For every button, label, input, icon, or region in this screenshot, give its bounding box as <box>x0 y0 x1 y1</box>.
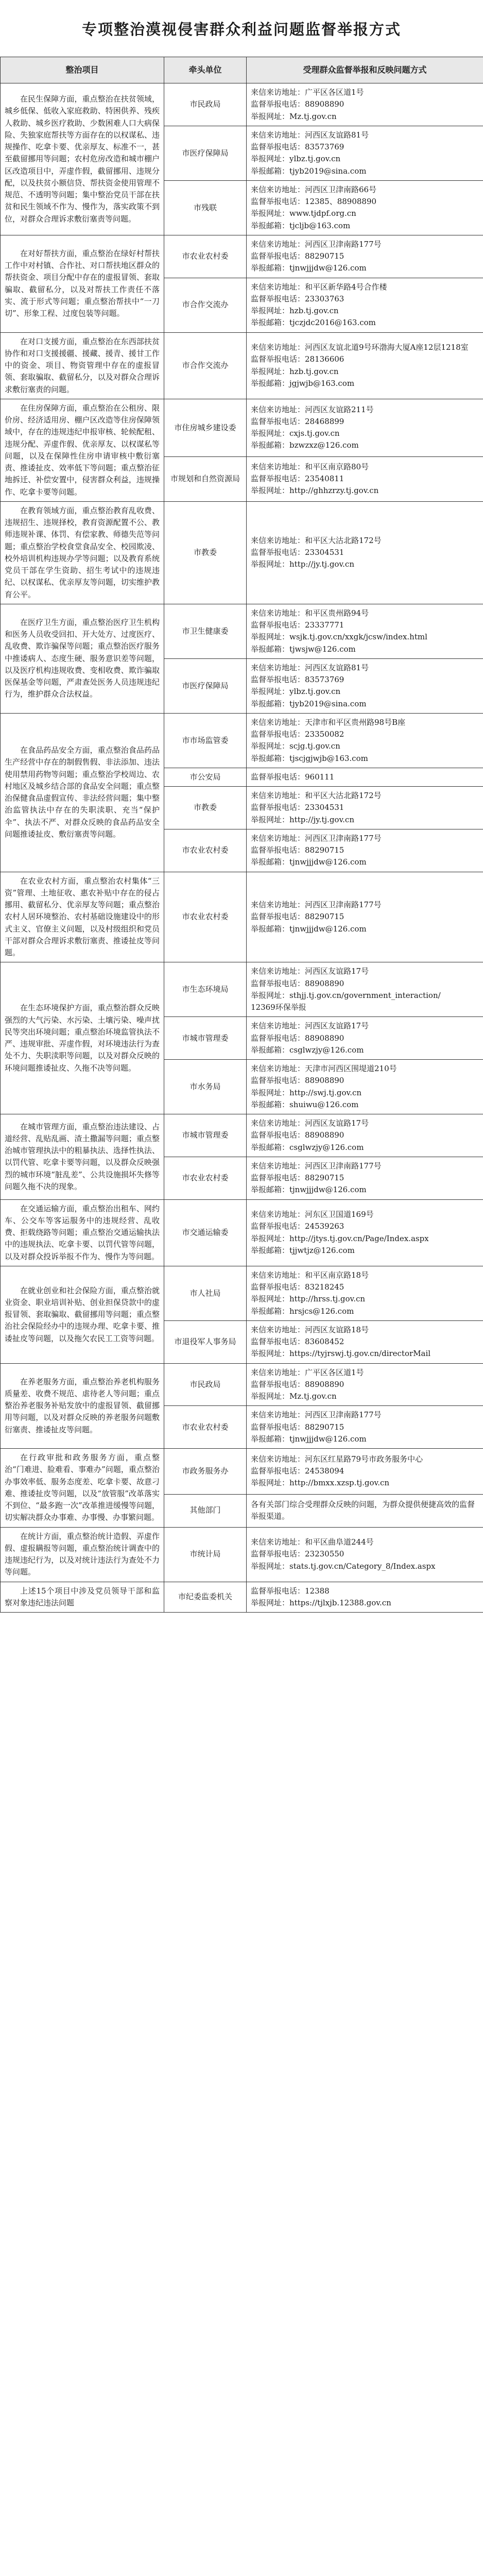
lead-unit: 市规划和自然资源局 <box>164 456 247 501</box>
project-description: 在城市管理方面，重点整治违法建设、占道经营、乱贴乱画、渣土撒漏等问题；重点整治城市管理执法中的粗暴执法、选择性执法、以罚代管、吃拿卡要等问题，以及群众反映强烈的城市环境“脏乱差”、公共设施损坏失修等问题久拖不决的现象。 <box>1 1114 164 1200</box>
contact-line: 举报邮箱：bzwzxz@126.com <box>251 440 359 450</box>
table-row <box>1 713 483 768</box>
contact-methods <box>247 278 483 332</box>
contact-methods <box>247 768 483 786</box>
lead-unit: 市人社局 <box>164 1266 247 1320</box>
contact-line: 监督举报电话：88290715 <box>251 1173 344 1182</box>
contact-line: 举报网址：stats.tj.gov.cn/Category_8/Index.aspx <box>251 1561 436 1571</box>
contact-line: 举报邮箱：shuiwu@126.com <box>251 1099 359 1109</box>
contact-line: 举报邮箱：tjwsjw@126.com <box>251 644 356 654</box>
contact-line: 来信来访地址：天津市河西区围堤道210号 <box>251 1064 397 1073</box>
contact-line: 举报网址：Mz.tj.gov.cn <box>251 1392 337 1401</box>
lead-unit: 市公安局 <box>164 768 247 786</box>
contact-methods <box>247 235 483 278</box>
contact-line: 监督举报电话：88290715 <box>251 912 344 922</box>
contact-line: 举报邮箱：csglwzjy@126.com <box>251 1045 364 1055</box>
contact-line: 监督举报电话：23304531 <box>251 548 344 557</box>
contact-line: 举报网址：http://ghhzrzy.tj.gov.cn <box>251 486 379 496</box>
project-description: 在对好帮扶方面，重点整治在绿好村帮扶工作中对村镇、合作社、对口帮扶地区群众的帮扶资金、项目分配中存在的虚报冒领、套取骗取、截留私分，以及对帮扶工作责任不落实、流于形式等问题；重点整治帮扶中“一刀切”、形象工程、过度包装等问题。 <box>1 235 164 332</box>
contact-line: 监督举报电话：83573769 <box>251 675 344 684</box>
report-table <box>0 57 483 1613</box>
contact-line: 来信来访地址：广平区各区道1号 <box>251 1367 364 1377</box>
contact-line: 监督举报电话：88908890 <box>251 1076 344 1086</box>
contact-methods <box>247 1266 483 1320</box>
contact-line: 举报网址：cxjs.tj.gov.cn <box>251 429 340 438</box>
contact-line: 监督举报电话：88908890 <box>251 1379 344 1389</box>
table-body <box>1 83 483 1613</box>
contact-line: 监督举报电话：88908890 <box>251 1130 344 1140</box>
contact-line: 举报网址：http://jtys.tj.gov.cn/Page/Index.aspx <box>251 1233 429 1243</box>
project-description: 在食品药品安全方面，重点整治食品药品生产经营中存在的制假售假、非法添加、违法使用禁用药物等问题；重点整治学校周边、农村地区及城乡结合部的食品安全问题；重点整治保健食品虚假宣传、非法经营问题；集中整治监管执法中存在的失职渎职、充当“保护伞”、执法不严、对群众反映的食品药品安全问题推诿扯皮、敷衍塞责等问题。 <box>1 713 164 872</box>
contact-line: 监督举报电话：12385、88908890 <box>251 197 377 206</box>
contact-line: 举报网址：ylbz.tj.gov.cn <box>251 687 341 697</box>
contact-line: 监督举报电话：83573769 <box>251 142 344 151</box>
contact-line: 来信来访地址：河西区友谊路81号 <box>251 130 369 140</box>
contact-line: 来信来访地址：和平区大沽北路172号 <box>251 791 382 800</box>
contact-line: 来信来访地址：河西区友谊路17号 <box>251 1118 369 1128</box>
page-title: 专项整治漠视侵害群众利益问题监督举报方式 <box>81 20 401 38</box>
contact-line: 来信来访地址：河西区友谊路17号 <box>251 967 369 976</box>
contact-methods <box>247 1494 483 1527</box>
lead-unit: 市纪委监委机关 <box>164 1582 247 1613</box>
contact-line: 各有关部门综合受理群众反映的问题，为群众提供便捷高效的监督举报渠道。 <box>251 1499 475 1521</box>
contact-methods <box>247 1017 483 1060</box>
contact-line: 举报邮箱：tjyb2019@sina.com <box>251 699 367 708</box>
contact-line: 举报邮箱：tjnwjjjdw@126.com <box>251 924 367 934</box>
project-description: 在行政审批和政务服务方面，重点整治“门难进、脸难看、事难办”问题，重点整治办事效率低、服务态度差、吃拿卡要、故意刁难、推诿扯皮等问题，以及“放管服”改革落实不到位、“最多跑一次”改革推进缓慢等问题，切实解决群众办事难、办事慢、办事繁问题。 <box>1 1449 164 1528</box>
contact-methods <box>247 1060 483 1114</box>
contact-line: 举报邮箱：tjczjdc2016@163.com <box>251 318 376 328</box>
lead-unit: 市交通运输委 <box>164 1199 247 1266</box>
contact-line: 举报邮箱：tjnwjjjdw@126.com <box>251 1185 367 1195</box>
project-description: 在民生保障方面，重点整治在扶贫领域，城乡低保、低收入家庭救助、特困供养、残疾人救助、城乡医疗救助、少数困难人口大病保险、失独家庭帮扶等方面存在的以权谋私、违规操作、吃拿卡要、优亲厚友、标准不一，甚至截留挪用等问题；农村危房改造和城市棚户区改造项目中，弄虚作假，截留挪用、违规分配，以及扶贫小额信贷、帮扶资金使用管理不规范、不透明等问题；集中整治党员干部在扶贫和民生领域不作为、慢作为，落实政策不到位，对群众合理诉求敷衍塞责等问题。 <box>1 83 164 235</box>
contact-line: 举报邮箱：tjnwjjjdw@126.com <box>251 263 367 273</box>
contact-line: 举报网址：http://swj.tj.gov.cn <box>251 1088 362 1097</box>
contact-line: 来信来访地址：河西区友谊路211号 <box>251 404 374 414</box>
contact-methods <box>247 658 483 713</box>
contact-line: 监督举报电话：83218245 <box>251 1282 344 1292</box>
header-contact: 受理群众监督举报和反映问题方式 <box>247 57 483 83</box>
contact-methods <box>247 829 483 872</box>
contact-line: 举报邮箱：jgjwjb@163.com <box>251 378 355 388</box>
contact-methods <box>247 1157 483 1199</box>
contact-line: 来信来访地址：和平区大沽北路172号 <box>251 535 382 545</box>
contact-line: 监督举报电话：24538094 <box>251 1466 344 1476</box>
table-row <box>1 1266 483 1320</box>
contact-line: 举报网址：Mz.tj.gov.cn <box>251 111 337 121</box>
contact-line: 来信来访地址：河西区卫津南路177号 <box>251 900 382 909</box>
contact-line: 来信来访地址：和平区曲阜道244号 <box>251 1537 374 1547</box>
project-description: 在就业创业和社会保险方面，重点整治就业资金、职业培训补贴、创业担保贷款中的虚报冒领、套取骗取、截留挪用等问题；重点整治社会保险经办中的违规办理、吃拿卡要、推诿扯皮等问题，以及拖欠农民工工资等问题。 <box>1 1266 164 1363</box>
contact-line: 举报网址：https://tyjrswj.tj.gov.cn/directorMail <box>251 1349 431 1359</box>
contact-line: 监督举报电话：28468899 <box>251 416 344 426</box>
lead-unit: 市残联 <box>164 180 247 235</box>
contact-line: 监督举报电话：24539263 <box>251 1222 344 1231</box>
table-row <box>1 501 483 604</box>
table-row <box>1 604 483 658</box>
contact-methods <box>247 399 483 456</box>
project-description: 在医疗卫生方面，重点整治医疗卫生机构和医务人员收受回扣、开大处方、过度医疗、乱收费、欺诈骗保等问题；重点整治医疗服务中推诿病人、态度生硬、服务意识差等问题，以及医疗机构违规收费、变相收费、欺诈骗取医保基金等问题，严肃查处医务人员违规违纪行为，维护群众合法权益。 <box>1 604 164 713</box>
contact-methods <box>247 456 483 501</box>
contact-line: 来信来访地址：河西区卫津南路66号 <box>251 184 377 194</box>
contact-line: 来信来访地址：河东区卫国道169号 <box>251 1210 374 1219</box>
lead-unit: 市农业农村委 <box>164 829 247 872</box>
project-description: 在养老服务方面，重点整治养老机构服务质量差、收费不规范、虐待老人等问题；重点整治养老服务补贴发放中的虚报冒领、截留挪用等问题，以及对群众反映的养老服务问题敷衍塞责、推诿扯皮等问题。 <box>1 1363 164 1449</box>
contact-line: 举报邮箱：tjjwtjz@126.com <box>251 1245 355 1255</box>
contact-line: 监督举报电话：23304531 <box>251 803 344 812</box>
lead-unit: 市医疗保障局 <box>164 126 247 180</box>
contact-line: 举报邮箱：hrsjcs@126.com <box>251 1306 354 1316</box>
contact-line: 来信来访地址：河西区友谊路81号 <box>251 663 369 672</box>
contact-line: 来信来访地址：河西区友谊北道9号环渤海大厦A座12层1218室 <box>251 343 469 352</box>
lead-unit: 市城市管理委 <box>164 1017 247 1060</box>
contact-line: 监督举报电话：23303763 <box>251 294 344 303</box>
contact-line: 来信来访地址：河西区友谊路17号 <box>251 1021 369 1031</box>
contact-methods <box>247 1199 483 1266</box>
contact-line: 监督举报电话：88290715 <box>251 845 344 855</box>
contact-line: 举报邮箱：tjyb2019@sina.com <box>251 166 367 176</box>
contact-line: 来信来访地址：和平区新华路4号合作楼 <box>251 282 387 292</box>
table-row <box>1 1527 483 1582</box>
table-row <box>1 1114 483 1157</box>
lead-unit: 市农业农村委 <box>164 1406 247 1449</box>
project-description: 在住房保障方面，重点整治在公租房、限价房、经济适用房、棚户区改造等住房保障领域中，存在的违规违纪申报审核、轮候配租、违规分配、弄虚作假、优亲厚友、以权谋私等问题，以及在保障性住房申请审核中敷衍塞责、推诿扯皮、效率低下等问题；重点整治征地拆迁、补偿安置中，侵害群众利益，违规操作、吃拿卡要等问题。 <box>1 399 164 501</box>
table-row <box>1 83 483 126</box>
contact-methods <box>247 787 483 829</box>
header-dept: 牵头单位 <box>164 57 247 83</box>
contact-methods <box>247 1449 483 1495</box>
lead-unit: 市政务服务办 <box>164 1449 247 1495</box>
project-description: 在生态环境保护方面，重点整治群众反映强烈的大气污染、水污染、土壤污染、噪声扰民等突出环境问题；重点整治环境监管执法不严、违规审批、弄虚作假，对环境违法行为查处不力、失职渎职等问题，以及对群众反映的环境问题推诿扯皮、久拖不决等问题。 <box>1 962 164 1114</box>
lead-unit: 市住房城乡建设委 <box>164 399 247 456</box>
contact-line: 举报网址：https://tjlxjb.12388.gov.cn <box>251 1598 391 1607</box>
project-description: 在农业农村方面，重点整治农村集体“三资”管理、土地征收、惠农补贴中存在的侵占挪用、截留私分、优亲厚友等问题；重点整治农村人居环境整治、农村基础设施建设中的形式主义、官僚主义问题，以及村级组织和党员干部对群众合理诉求敷衍塞责、推诿扯皮等问题。 <box>1 872 164 962</box>
contact-line: 监督举报电话：88290715 <box>251 251 344 261</box>
contact-line: 来信来访地址：河西区卫津南路177号 <box>251 1161 382 1171</box>
contact-line: 举报网址：http://bmxx.xzsp.tj.gov.cn <box>251 1478 390 1488</box>
table-row <box>1 1199 483 1266</box>
contact-line: 举报网址：http://jy.tj.gov.cn <box>251 560 354 569</box>
contact-methods <box>247 1114 483 1157</box>
table-row <box>1 1363 483 1406</box>
lead-unit: 市合作交流办 <box>164 278 247 332</box>
contact-line: 来信来访地址：河东区红星路79号市政务服务中心 <box>251 1454 423 1464</box>
lead-unit: 市合作交流办 <box>164 332 247 399</box>
contact-line: 监督举报电话：28136606 <box>251 354 344 364</box>
contact-methods <box>247 126 483 180</box>
contact-methods <box>247 83 483 126</box>
contact-line: 12369环保举报 <box>251 1003 306 1012</box>
contact-methods <box>247 1320 483 1363</box>
lead-unit: 市退役军人事务局 <box>164 1320 247 1363</box>
lead-unit: 市民政局 <box>164 1363 247 1406</box>
contact-line: 举报邮箱：tjnwjjjdw@126.com <box>251 857 367 867</box>
contact-methods <box>247 1363 483 1406</box>
lead-unit: 市生态环境局 <box>164 962 247 1017</box>
lead-unit: 市卫生健康委 <box>164 604 247 658</box>
table-header-row <box>1 57 483 83</box>
contact-line: 监督举报电话：88908890 <box>251 1033 344 1043</box>
table-row <box>1 1582 483 1613</box>
lead-unit: 市民政局 <box>164 83 247 126</box>
lead-unit: 市农业农村委 <box>164 872 247 962</box>
contact-methods <box>247 872 483 962</box>
contact-line: 举报网址：hzb.tj.gov.cn <box>251 366 339 376</box>
contact-methods <box>247 501 483 604</box>
contact-line: 来信来访地址：和平区南京路18号 <box>251 1270 369 1280</box>
contact-line: 监督举报电话：960111 <box>251 772 335 782</box>
contact-line: 举报网址：ylbz.tj.gov.cn <box>251 154 341 164</box>
contact-methods <box>247 332 483 399</box>
lead-unit: 市农业农村委 <box>164 1157 247 1199</box>
contact-methods <box>247 1527 483 1582</box>
lead-unit: 市农业农村委 <box>164 235 247 278</box>
contact-line: 举报网址：http://hrss.tj.gov.cn <box>251 1294 366 1304</box>
contact-line: 监督举报电话：88290715 <box>251 1422 344 1432</box>
contact-line: 来信来访地址：和平区贵州路94号 <box>251 608 369 618</box>
contact-line: 举报网址：www.tjdpf.org.cn <box>251 209 356 218</box>
contact-methods <box>247 180 483 235</box>
contact-line: 来信来访地址：天津市和平区贵州路98号B座 <box>251 717 406 727</box>
table-row <box>1 332 483 399</box>
project-description: 上述15个项目中涉及党员领导干部和监察对象违纪违法问题 <box>1 1582 164 1613</box>
contact-line: 监督举报电话：88908890 <box>251 978 344 988</box>
contact-line: 举报网址：http://jy.tj.gov.cn <box>251 815 354 824</box>
contact-line: 监督举报电话：23540811 <box>251 474 344 483</box>
table-row <box>1 872 483 962</box>
contact-line: 来信来访地址：河西区卫津南路177号 <box>251 1410 382 1420</box>
contact-line: 举报网址：hzb.tj.gov.cn <box>251 306 339 315</box>
contact-line: 来信来访地址：河西区卫津南路177号 <box>251 833 382 843</box>
contact-line: 来信来访地址：广平区各区道1号 <box>251 88 364 97</box>
contact-line: 来信来访地址：河西区友谊路18号 <box>251 1325 369 1334</box>
contact-line: 监督举报电话：23230550 <box>251 1549 344 1559</box>
table-row <box>1 962 483 1017</box>
contact-line: 监督举报电话：12388 <box>251 1586 330 1596</box>
contact-line: 来信来访地址：河西区卫津南路177号 <box>251 239 382 249</box>
lead-unit: 市统计局 <box>164 1527 247 1582</box>
contact-line: 举报邮箱：tjnwjjjdw@126.com <box>251 1434 367 1444</box>
table-row <box>1 1449 483 1495</box>
contact-line: 监督举报电话：23350082 <box>251 730 344 739</box>
contact-methods <box>247 1406 483 1449</box>
contact-methods <box>247 604 483 658</box>
project-description: 在教育领域方面，重点整治教育乱收费、违规招生、违规择校，教育资源配置不公、教师违规补课、体罚、有偿家教、师德失范等问题；重点整治学校食堂食品安全、校园欺凌、校外培训机构违规办学等问题；以及教育系统党员干部在学生资助、招生考试中的违规违纪、以权谋私、优亲厚友等问题，切实维护教育公平。 <box>1 501 164 604</box>
contact-line: 举报邮箱：csglwzjy@126.com <box>251 1142 364 1152</box>
contact-line: 监督举报电话：23337771 <box>251 620 344 630</box>
contact-methods <box>247 713 483 768</box>
table-row <box>1 399 483 456</box>
project-description: 在统计方面，重点整治统计造假、弄虚作假、虚报瞒报等问题，重点整治统计调查中的违规违纪行为，以及对统计违法行为查处不力等问题。 <box>1 1527 164 1582</box>
contact-line: 监督举报电话：88908890 <box>251 99 344 109</box>
contact-line: 举报网址：scjg.tj.gov.cn <box>251 741 340 751</box>
lead-unit: 市教委 <box>164 787 247 829</box>
contact-line: 举报邮箱：tjscjgjwjb@163.com <box>251 753 368 763</box>
contact-line: 举报邮箱：tjcljb@163.com <box>251 221 351 230</box>
lead-unit: 其他部门 <box>164 1494 247 1527</box>
lead-unit: 市医疗保障局 <box>164 658 247 713</box>
table-row <box>1 235 483 278</box>
contact-line: 来信来访地址：和平区南京路80号 <box>251 462 369 471</box>
header-project: 整治项目 <box>1 57 164 83</box>
project-description: 在对口支援方面，重点整治在东西部扶贫协作和对口支援援疆、援藏、援青、援甘工作中的资金、项目、物资管理中存在的虚报冒领、套取骗取、截留私分，以及对群众合理诉求敷衍塞责的问题。 <box>1 332 164 399</box>
contact-line: 监督举报电话：83608452 <box>251 1337 344 1346</box>
lead-unit: 市水务局 <box>164 1060 247 1114</box>
lead-unit: 市市场监管委 <box>164 713 247 768</box>
contact-methods <box>247 1582 483 1613</box>
contact-line: 举报网址：sthjj.tj.gov.cn/government_interaction/ <box>251 990 441 1000</box>
contact-methods <box>247 962 483 1017</box>
project-description: 在交通运输方面，重点整治出租车、网约车、公交车等客运服务中的违规经营、乱收费、拒载绕路等问题；重点整治交通运输执法中的违规执法、吃拿卡要、以罚代管等问题，以及对群众投诉举报不作为、慢作为等问题。 <box>1 1199 164 1266</box>
contact-line: 举报网址：wsjk.tj.gov.cn/xxgk/jcsw/index.html <box>251 632 427 642</box>
lead-unit: 市城市管理委 <box>164 1114 247 1157</box>
lead-unit: 市教委 <box>164 501 247 604</box>
